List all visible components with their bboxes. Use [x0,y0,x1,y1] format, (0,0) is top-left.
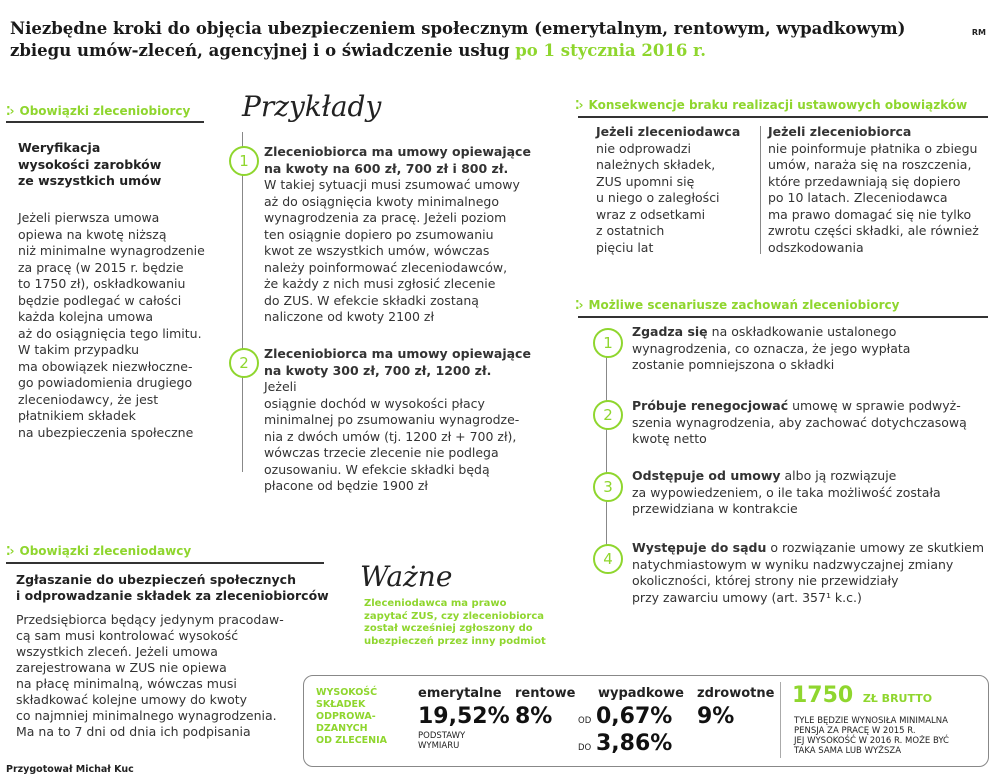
scenario-number-2: 2 [593,400,623,430]
value-rentowe: 8% [515,704,553,729]
scenarios-connector-line [606,330,607,570]
column-divider [760,126,761,254]
important-heading: Ważne [360,560,453,593]
divider [578,116,988,118]
header-rentowe: rentowe [515,686,576,701]
divider [578,316,988,318]
body-verification: Jeżeli pierwsza umowa opiewa na kwotę niższą niż minimalne wynagrodzenie za pracę (w 2015 r. będzie to 1750 zł), oskładkowaniu będzie podlegać w całości każda kolejna umowa aż do osiągnięcia tego limitu. W takim przypadku ma obowiązek niezwłoczne- go powiadomienia drugiego zleceniodawcy, że jest płatnikiem składek na ubezpieczenia społeczne [18,210,205,440]
scenario-2: Próbuje renegocjować umowę w sprawie podwyż- szenia wynagrodzenia, aby zachować dotychczasową kwotę netto [632,398,967,446]
section-heading-scenarios: ⁚› Możliwe scenariusze zachowań zleceniobiorcy [575,298,900,312]
section-heading-contractor: ⁚› Obowiązki zleceniobiorcy [6,104,191,118]
example-1: Zleceniobiorca ma umowy opiewające na kwoty na 600 zł, 700 zł i 800 zł. W takiej sytuacji musi zsumować umowy aż do osiągnięcia kwoty minimalnego wynagrodzenia za pracę. Jeżeli poziom ten osiągnie dopiero po zsumowaniu kwot ze wszystkich umów, wówczas należy poinformować zleceniodawców, że każdy z nich musi zgłosić zlecenie do ZUS. W efekcie składki zostaną naliczone od kwoty 2100 zł [264,144,531,324]
dotted-arrow-icon: ⁚› [6,544,14,558]
rates-label: WYSOKOŚĆ SKŁADEK ODPROWA- DZANYCH OD ZLECENIA [316,687,387,746]
examples-connector-line [242,132,243,472]
header-zdrowotne: zdrowotne [697,686,775,701]
scenario-1: Zgadza się na oskładkowanie ustalonego wynagrodzenia, co oznacza, że jego wypłata zostanie pomniejszona o składki [632,324,911,372]
section-heading-consequences: ⁚› Konsekwencje braku realizacji ustawowych obowiązków [575,98,968,112]
example-number-1: 1 [229,146,259,176]
examples-heading: Przykłady [242,90,382,123]
dotted-arrow-icon: ⁚› [575,98,583,112]
wage-unit: ZŁ BRUTTO [862,692,933,705]
label-to: DO [578,743,592,753]
scenario-3: Odstępuje od umowy albo ją rozwiązuje za wypowiedzeniem, o ile taka możliwość została przewidziana w kontrakcie [632,468,941,516]
title-line-2: zbiegu umów-zleceń, agencyjnej i o świadczenie usług [10,41,510,60]
body-registration: Przedsiębiorca będący jedynym pracodaw- cą sam musi kontrolować wysokość wszystkich zleceń. Jeżeli umowa zarejestrowana w ZUS nie opiewa na płacę minimalną, wówczas musi składkować kolejne umowy do kwoty co najmniej minimalnego wynagrodzenia. Ma na to 7 dni od dnia ich podpisania [16,612,284,739]
credit: Przygotował Michał Kuc [6,764,134,775]
label-from: OD [578,716,592,726]
consequence-contractor-taker: Jeżeli zleceniobiorca nie poinformuje płatnika o zbiegu umów, naraża się na roszczenia, które przedawniają się dopiero po 10 latach. Zleceniodawca ma prawo domagać się nie tylko zwrotu części składki, ale również odszkodowania [768,124,979,255]
header-wypadkowe: wypadkowe [598,686,684,701]
important-text: Zleceniodawca ma prawo zapytać ZUS, czy zleceniobiorca został wcześniej zgłoszony do ubezpieczeń przez inny podmiot [364,598,546,647]
consequence-contractor-giver: Jeżeli zleceniodawca nie odprowadzi należnych składek, ZUS upomni się u niego o zaległości wraz z odsetkami z ostatnich pięciu lat [596,124,741,255]
subheading-registration: Zgłaszanie do ubezpieczeń społecznych i odprowadzanie składek za zleceniobiorców [16,572,329,603]
value-wypadkowe-to: 3,86% [596,731,673,756]
wage-note: TYLE BĘDZIE WYNOSIŁA MINIMALNA PENSJA ZA PRACĘ W 2015 R. JEJ WYSOKOŚĆ W 2016 R. MOŻE BYĆ TAKA SAMA LUB WYŻSZA [794,716,949,756]
title-highlight: po 1 stycznia 2016 r. [515,41,706,60]
section-heading-employer: ⁚› Obowiązki zleceniodawcy [6,544,192,558]
wage-value: 1750 [792,683,854,708]
value-emerytalne: 19,52% [418,704,510,729]
divider [6,121,204,123]
example-2: Zleceniobiorca ma umowy opiewające na kwoty 300 zł, 700 zł, 1200 zł. Jeżeli osiągnie dochód w wysokości płacy minimalnej po zsumowaniu wynagrodze- nia z dwóch umów (tj. 1200 zł + 700 zł), wówczas trzecie zlecenie nie podlega ozusowaniu. W efekcie składki będą płacone od będzie 1900 zł [264,346,531,493]
scenario-number-1: 1 [593,328,623,358]
divider [6,562,324,564]
scenario-number-3: 3 [593,472,623,502]
example-number-2: 2 [229,348,259,378]
subheading-verification: Weryfikacja wysokości zarobków ze wszystkich umów [18,140,162,188]
title-line-1: Niezbędne kroki do objęcia ubezpieczeniem społecznym (emerytalnym, rentowym, wypadkowym) [10,19,906,38]
dotted-arrow-icon: ⁚› [575,298,583,312]
value-zdrowotne: 9% [697,704,735,729]
page-title [10,18,940,62]
header-emerytalne: emerytalne [418,686,502,701]
dotted-arrow-icon: ⁚› [6,104,14,118]
wage-block [792,683,932,708]
note-emerytalne: PODSTAWY WYMIARU [418,731,466,751]
box-divider [780,682,781,758]
scenario-4: Występuje do sądu o rozwiązanie umowy ze skutkiem natychmiastowym w wyniku nadzwyczajnej zmiany okoliczności, której strony nie przewidziały przy zawarciu umowy (art. 357¹ k.c.) [632,540,985,605]
scenario-number-4: 4 [593,544,623,574]
corner-tag: RM [971,28,986,37]
value-wypadkowe-from: 0,67% [596,704,673,729]
